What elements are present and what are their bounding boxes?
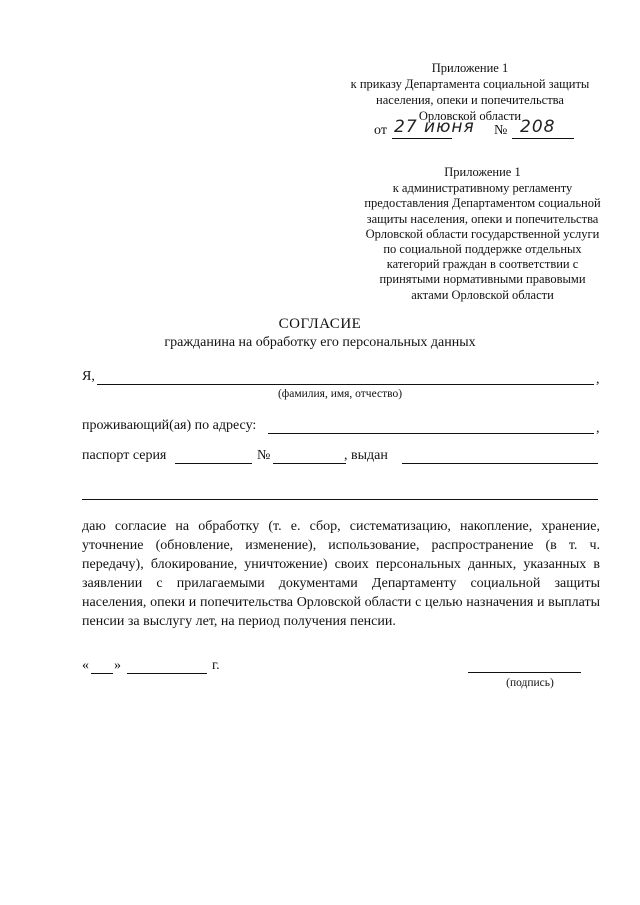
address-comma: , [596,421,600,436]
handwritten-number: 208 [520,117,556,137]
issued-by-field[interactable] [402,463,598,464]
appendix-regulation-line: к административному регламенту [392,181,573,196]
issued-label: , выдан [344,448,388,463]
month-field[interactable] [127,673,207,674]
appendix-regulation-line: Орловской области государственной услуги [365,226,600,241]
signature-field[interactable] [468,672,581,673]
appendix-order-line: населения, опеки и попечительства [376,93,564,107]
fio-field[interactable] [97,384,594,385]
passport-series-label: паспорт серия [82,448,167,463]
year-suffix: г. [212,658,220,673]
appendix-regulation-line: принятыми нормативными правовыми [379,272,586,287]
consent-text: даю согласие на обработку (т. е. сбор, систематизацию, накопление, хранение, уточнение (обновление, изменение), использование, распространение (в т. ч. передачу), блокирование, уничтожение) своих персональных данных, указанных в заявлении с прилагаемыми документами Департаменту социальной защиты населения, опеки и попечительства Орловской области с целью назначения и выплаты пенсии за выслугу лет, на период получения пенсии. [82,519,600,629]
signature-hint: (подпись) [506,677,554,689]
appendix-order-line: к приказу Департамента социальной защиты [350,77,590,91]
fio-hint: (фамилия, имя, отчество) [277,388,403,400]
from-label: от [374,123,387,138]
appendix-order-header [330,60,610,124]
ya-label: Я, [82,369,95,384]
date-underline [392,138,452,139]
day-field[interactable] [91,673,113,674]
appendix-regulation-line: категорий граждан в соответствии с [386,257,579,272]
passport-series-field[interactable] [175,463,252,464]
appendix-regulation-header [350,165,615,303]
appendix-order-line: Орловской области [418,109,522,123]
document-subtitle: гражданина на обработку его персональных данных [164,335,476,350]
passport-number-label: № [257,448,271,463]
handwritten-date: 27 июня [394,117,475,137]
address-label: проживающий(ая) по адресу: [82,418,257,433]
appendix-regulation-line: актами Орловской области [411,287,554,302]
passport-number-field[interactable] [273,463,346,464]
fio-comma: , [596,372,600,387]
date-close-quote: » [114,658,121,673]
date-open-quote: « [82,658,89,673]
issued-by-continuation-field[interactable] [82,499,598,500]
appendix-order-line: Приложение 1 [431,61,509,75]
number-label: № [494,123,508,138]
appendix-regulation-line: по социальной поддержке отдельных [383,242,582,257]
appendix-regulation-line: защиты населения, опеки и попечительства [366,211,599,226]
appendix-regulation-line: Приложение 1 [444,165,521,179]
order-date-number [360,119,580,141]
number-underline [512,138,574,139]
address-field[interactable] [268,433,594,434]
appendix-regulation-line: предоставления Департаментом социальной [364,196,601,211]
document-title: СОГЛАСИЕ [278,316,362,332]
